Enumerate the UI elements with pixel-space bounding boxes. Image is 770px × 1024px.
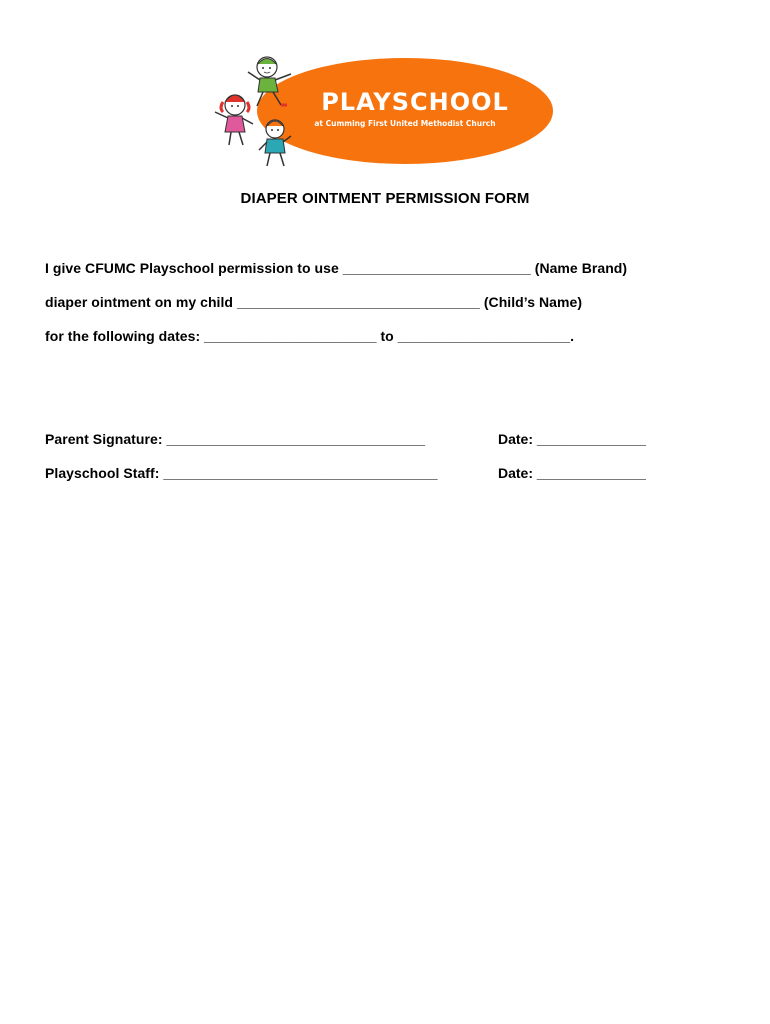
- child-name-line[interactable]: diaper ointment on my child _______________________________ (Child’s Name): [45, 294, 583, 310]
- name-brand-line[interactable]: I give CFUMC Playschool permission to use ________________________ (Name Brand): [45, 260, 628, 276]
- logo-title: PLAYSCHOOL: [321, 88, 509, 116]
- staff-date-field[interactable]: Date: ______________: [498, 465, 646, 481]
- playschool-logo: [205, 50, 555, 170]
- dates-line[interactable]: for the following dates: ______________________ to ______________________.: [45, 328, 575, 344]
- parent-date-field[interactable]: Date: ______________: [498, 431, 646, 447]
- logo-subtitle: at Cumming First United Methodist Church: [314, 119, 496, 128]
- staff-signature-field[interactable]: Playschool Staff: ___________________________________: [45, 465, 438, 481]
- child-pink-figure: [215, 95, 253, 145]
- form-title: DIAPER OINTMENT PERMISSION FORM: [240, 190, 530, 207]
- parent-signature-field[interactable]: Parent Signature: _________________________________: [45, 431, 426, 447]
